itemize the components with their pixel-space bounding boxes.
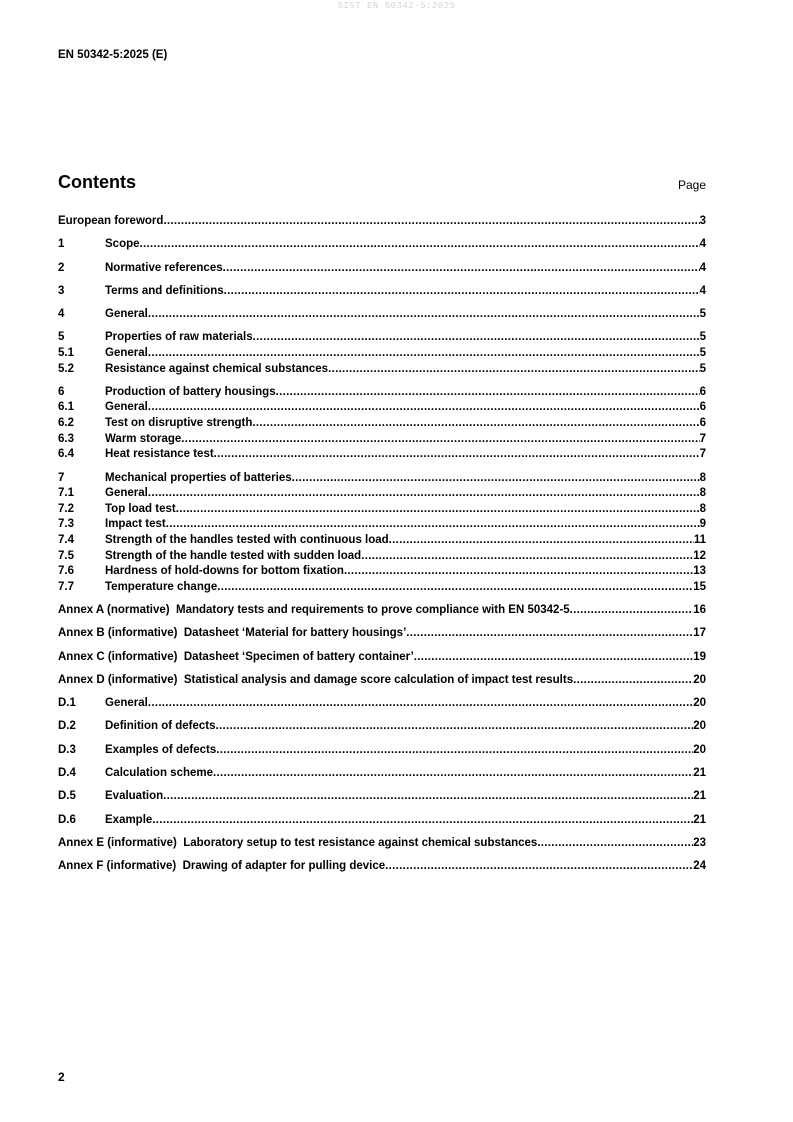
toc-entry-title: Definition of defects <box>105 720 216 733</box>
toc-entry-number: 3 <box>58 284 65 297</box>
document-id: EN 50342-5:2025 (E) <box>58 49 168 61</box>
toc-dot-leader <box>344 564 693 580</box>
toc-entry[interactable] <box>58 486 706 502</box>
toc-entry[interactable] <box>58 564 706 580</box>
toc-entry-number: D.1 <box>58 697 76 710</box>
toc-entry-title: General <box>105 308 148 321</box>
toc-entry-number: D.6 <box>58 813 76 826</box>
toc-entry-number: 7.7 <box>58 580 74 593</box>
toc-entry-title: European foreword <box>58 215 164 227</box>
toc-entry-page: 20 <box>693 697 706 710</box>
toc-entry[interactable] <box>58 743 706 759</box>
toc-entry-page: 21 <box>693 766 706 779</box>
toc-entry-number: D.2 <box>58 720 76 733</box>
toc-entry-number: 6.4 <box>58 448 74 461</box>
toc-entry[interactable] <box>58 261 706 277</box>
toc-entry-number: 5.2 <box>58 362 74 375</box>
toc-entry[interactable] <box>58 346 706 362</box>
toc-entry-page: 6 <box>699 385 706 398</box>
toc-entry[interactable] <box>58 330 706 346</box>
toc-entry-title: Impact test <box>105 518 166 531</box>
toc-dot-leader <box>163 789 693 805</box>
table-of-contents <box>58 214 706 875</box>
toc-entry-number: 7.1 <box>58 487 74 500</box>
toc-entry-page: 23 <box>693 836 706 849</box>
toc-entry-number: D.5 <box>58 790 76 803</box>
toc-dot-leader <box>214 447 700 463</box>
toc-entry-title: Top load test <box>105 502 176 515</box>
toc-entry-title: Mechanical properties of batteries <box>105 471 292 484</box>
toc-entry[interactable] <box>58 533 706 549</box>
toc-entry-title: Resistance against chemical substances <box>105 362 329 375</box>
toc-dot-leader <box>148 696 693 712</box>
toc-dot-leader <box>216 743 693 759</box>
toc-entry-number: 4 <box>58 308 65 321</box>
page-column-label: Page <box>677 178 706 192</box>
toc-entry[interactable] <box>58 471 706 487</box>
toc-entry-title: Examples of defects <box>105 743 217 756</box>
toc-dot-leader <box>570 603 694 619</box>
toc-entry-title: Annex A (normative) Mandatory tests and requirements to prove compliance with EN 50342-5 <box>58 603 570 616</box>
toc-entry-number: 7.4 <box>58 533 74 546</box>
toc-entry-title: Strength of the handle tested with sudden load <box>105 549 362 562</box>
toc-entry-title: Annex E (informative) Laboratory setup to test resistance against chemical substances <box>58 836 538 849</box>
toc-entry-page: 17 <box>693 627 706 640</box>
toc-entry-page: 21 <box>693 813 706 826</box>
toc-entry-title: Production of battery housings <box>105 385 276 398</box>
toc-entry-title: Annex B (informative) Datasheet ‘Material for battery housings’ <box>58 627 407 640</box>
toc-entry-number: 7.6 <box>58 565 74 578</box>
toc-entry-title: Warm storage <box>105 432 182 445</box>
toc-entry[interactable] <box>58 673 706 689</box>
toc-entry-title: Annex F (informative) Drawing of adapter for pulling device <box>58 860 386 873</box>
toc-entry-page: 13 <box>693 565 706 578</box>
toc-entry-title: Temperature change <box>105 580 218 593</box>
toc-entry[interactable] <box>58 813 706 829</box>
toc-entry[interactable] <box>58 626 706 642</box>
toc-dot-leader <box>253 330 700 346</box>
toc-entry[interactable] <box>58 789 706 805</box>
toc-entry-title: Hardness of hold-downs for bottom fixation <box>105 565 344 578</box>
toc-dot-leader <box>406 626 693 642</box>
toc-dot-leader <box>223 261 700 277</box>
toc-dot-leader <box>213 766 693 782</box>
watermark: SIST EN 50342-5:2025 <box>337 1 456 11</box>
toc-entry-page: 20 <box>693 673 706 686</box>
toc-entry-page: 5 <box>699 362 706 375</box>
toc-entry[interactable] <box>58 766 706 782</box>
toc-entry[interactable] <box>58 416 706 432</box>
toc-entry-number: 6.1 <box>58 401 74 414</box>
toc-entry[interactable] <box>58 400 706 416</box>
toc-entry[interactable] <box>58 549 706 565</box>
toc-entry[interactable] <box>58 603 706 619</box>
toc-entry[interactable] <box>58 719 706 735</box>
contents-heading: Contents <box>58 172 136 192</box>
toc-dot-leader <box>385 859 693 875</box>
toc-entry-page: 24 <box>693 860 706 873</box>
toc-entry-page: 4 <box>699 284 706 297</box>
toc-entry[interactable] <box>58 859 706 875</box>
toc-entry[interactable] <box>58 580 706 596</box>
toc-entry-page: 8 <box>699 487 706 500</box>
toc-entry-page: 3 <box>699 215 706 227</box>
toc-entry-number: 6 <box>58 385 65 398</box>
toc-dot-leader <box>166 517 700 533</box>
toc-entry-page: 6 <box>699 401 706 414</box>
toc-entry-number: 6.3 <box>58 432 74 445</box>
toc-entry-title: Evaluation <box>105 790 164 803</box>
toc-entry-page: 7 <box>699 448 706 461</box>
toc-entry-title: Annex C (informative) Datasheet ‘Specimen of battery container’ <box>58 650 414 663</box>
toc-entry-title: General <box>105 487 148 500</box>
toc-dot-leader <box>537 836 693 852</box>
toc-dot-leader <box>152 813 693 829</box>
toc-entry-page: 9 <box>699 518 706 531</box>
toc-entry-page: 4 <box>699 238 706 251</box>
toc-entry-title: Strength of the handles tested with continuous load <box>105 533 389 546</box>
toc-entry-title: Example <box>105 813 153 826</box>
toc-entry-title: General <box>105 347 148 359</box>
toc-entry-page: 12 <box>693 549 706 562</box>
toc-entry[interactable] <box>58 237 706 253</box>
toc-dot-leader <box>181 432 699 448</box>
toc-entry-page: 19 <box>693 650 706 663</box>
toc-entry-title: General <box>105 401 148 414</box>
toc-entry-page: 4 <box>699 261 706 274</box>
toc-entry-number: 6.2 <box>58 417 74 430</box>
toc-entry-number: 7.3 <box>58 518 74 531</box>
toc-entry[interactable] <box>58 432 706 448</box>
page-number: 2 <box>58 1070 65 1084</box>
toc-entry-number: 5.1 <box>58 347 74 359</box>
toc-dot-leader <box>148 307 700 323</box>
toc-entry-title: Heat resistance test <box>105 448 214 461</box>
toc-entry[interactable] <box>58 696 706 712</box>
toc-entry-title: Normative references <box>105 261 223 274</box>
toc-entry[interactable] <box>58 362 706 378</box>
toc-dot-leader <box>176 502 700 518</box>
toc-dot-leader <box>148 400 700 416</box>
toc-entry-page: 8 <box>699 502 706 515</box>
toc-entry-title: Terms and definitions <box>105 284 224 297</box>
toc-entry-title: General <box>105 697 148 710</box>
toc-entry[interactable] <box>58 502 706 518</box>
toc-entry-page: 11 <box>693 533 706 546</box>
toc-entry-page: 16 <box>693 603 706 616</box>
toc-entry-page: 20 <box>693 743 706 756</box>
toc-dot-leader <box>414 650 693 666</box>
toc-entry-title: Annex D (informative) Statistical analysis and damage score calculation of impact test results <box>58 673 574 686</box>
toc-dot-leader <box>217 580 693 596</box>
toc-entry-page: 20 <box>693 720 706 733</box>
toc-entry-page: 7 <box>699 432 706 445</box>
toc-entry-page: 8 <box>699 471 706 484</box>
toc-entry-number: D.3 <box>58 743 76 756</box>
toc-entry-number: 1 <box>58 238 65 251</box>
toc-entry[interactable] <box>58 447 706 463</box>
toc-entry[interactable] <box>58 307 706 323</box>
toc-dot-leader <box>292 471 700 487</box>
toc-entry[interactable] <box>58 385 706 401</box>
toc-entry[interactable] <box>58 284 706 300</box>
toc-entry-page: 5 <box>699 331 706 344</box>
toc-entry[interactable] <box>58 517 706 533</box>
toc-entry-title: Scope <box>105 238 140 251</box>
toc-dot-leader <box>252 416 699 432</box>
toc-dot-leader <box>148 346 700 362</box>
toc-dot-leader <box>224 284 700 300</box>
toc-entry-page: 5 <box>699 308 706 321</box>
toc-entry-title: Test on disruptive strength <box>105 417 253 430</box>
toc-entry-number: 7.2 <box>58 502 74 515</box>
toc-dot-leader <box>163 214 699 230</box>
toc-dot-leader <box>148 486 700 502</box>
toc-entry[interactable] <box>58 836 706 852</box>
toc-dot-leader <box>573 673 693 689</box>
toc-entry-page: 21 <box>693 790 706 803</box>
toc-entry-page: 15 <box>693 580 706 593</box>
toc-entry-title: Calculation scheme <box>105 766 214 779</box>
toc-dot-leader <box>276 385 700 401</box>
toc-dot-leader <box>140 237 700 253</box>
toc-entry-number: 7 <box>58 471 65 484</box>
toc-entry-number: 7.5 <box>58 549 74 562</box>
toc-entry-title: Properties of raw materials <box>105 331 253 344</box>
toc-entry[interactable] <box>58 214 706 230</box>
toc-entry-number: D.4 <box>58 766 76 779</box>
toc-entry-page: 6 <box>699 417 706 430</box>
toc-dot-leader <box>216 719 694 735</box>
toc-dot-leader <box>328 362 700 378</box>
toc-entry[interactable] <box>58 650 706 666</box>
toc-entry-page: 5 <box>699 347 706 359</box>
toc-dot-leader <box>361 549 693 565</box>
toc-dot-leader <box>389 533 694 549</box>
toc-entry-number: 5 <box>58 331 65 344</box>
toc-entry-number: 2 <box>58 261 65 274</box>
